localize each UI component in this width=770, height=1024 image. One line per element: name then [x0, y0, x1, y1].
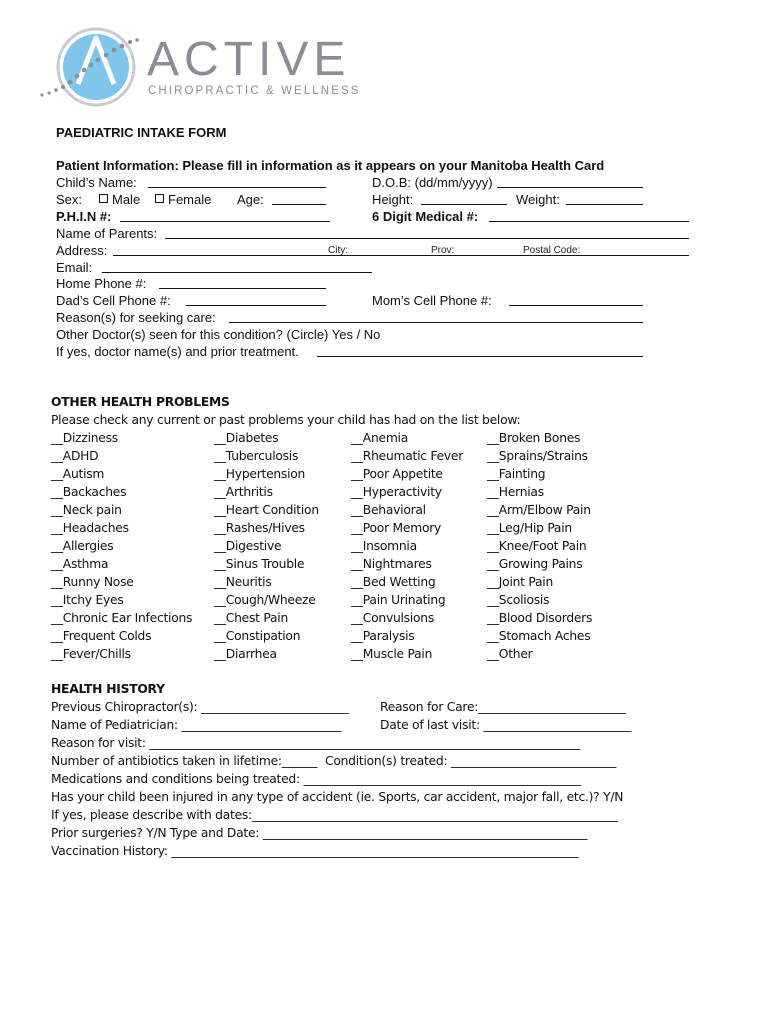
health-problem-item[interactable]: __Anemia: [351, 431, 408, 445]
health-problem-item[interactable]: __Digestive: [214, 539, 282, 553]
age-field[interactable]: [272, 204, 326, 205]
date-of-last-visit-field[interactable]: Date of last visit: _________________________: [380, 718, 632, 732]
health-problem-item[interactable]: __ADHD: [51, 449, 99, 463]
health-problem-item[interactable]: __Chest Pain: [214, 611, 288, 625]
health-problem-item[interactable]: __Bed Wetting: [351, 575, 436, 589]
health-problem-item[interactable]: __Hyperactivity: [351, 485, 442, 499]
health-problem-item[interactable]: __Tuberculosis: [214, 449, 299, 463]
health-problem-item[interactable]: __Poor Appetite: [351, 467, 443, 481]
health-problem-item[interactable]: __Diabetes: [214, 431, 279, 445]
health-problem-item[interactable]: __Autism: [51, 467, 105, 481]
health-problem-item[interactable]: __Nightmares: [351, 557, 432, 571]
previous-chiropractor-field[interactable]: Previous Chiropractor(s): _________________________: [51, 700, 349, 714]
health-problem-item[interactable]: __Rheumatic Fever: [351, 449, 464, 463]
email-label: Email:: [56, 260, 93, 275]
city-label: City:: [328, 245, 348, 256]
health-problem-item[interactable]: __Headaches: [51, 521, 129, 535]
health-problem-item[interactable]: __Rashes/Hives: [214, 521, 305, 535]
health-problem-item[interactable]: __Other: [487, 647, 533, 661]
health-problems-heading: OTHER HEALTH PROBLEMS: [51, 395, 230, 409]
logo-subtitle: CHIROPRACTIC & WELLNESS: [148, 85, 361, 97]
health-problem-item[interactable]: __Arthritis: [214, 485, 273, 499]
health-problem-item[interactable]: __Blood Disorders: [487, 611, 593, 625]
health-problem-item[interactable]: __Allergies: [51, 539, 114, 553]
medical-field[interactable]: [489, 221, 689, 222]
female-option[interactable]: [152, 192, 211, 207]
health-problem-item[interactable]: __Convulsions: [351, 611, 434, 625]
health-history-heading: HEALTH HISTORY: [51, 682, 165, 696]
conditions-treated-field[interactable]: Condition(s) treated: ____________________________: [325, 754, 617, 768]
parents-field[interactable]: [165, 238, 689, 239]
height-label: Height:: [372, 192, 414, 207]
health-problem-item[interactable]: __Growing Pains: [487, 557, 583, 571]
mom-phone-label: Mom’s Cell Phone #:: [372, 293, 492, 308]
dob-label: D.O.B: (dd/mm/yyyy): [372, 175, 493, 190]
reason-for-care-field[interactable]: Reason for Care:_________________________: [380, 700, 626, 714]
vaccination-history-field[interactable]: Vaccination History: _____________________________________________________________________: [51, 844, 579, 858]
health-problems-instruction: Please check any current or past problems your child has had on the list below:: [51, 413, 521, 427]
childs-name-label: Child’s Name:: [56, 175, 137, 190]
health-problem-item[interactable]: __Insomnia: [351, 539, 417, 553]
male-label: Male: [112, 192, 141, 207]
female-label: Female: [168, 192, 212, 207]
logo-title: ACTIVE: [147, 33, 351, 86]
address-field[interactable]: [113, 255, 689, 256]
accident-question: Has your child been injured in any type of accident (ie. Sports, car accident, major fall, etc.)? Y/N: [51, 790, 624, 804]
phin-label: P.H.I.N #:: [56, 209, 112, 224]
health-problem-item[interactable]: __Hypertension: [214, 467, 306, 481]
health-problem-item[interactable]: __Muscle Pain: [351, 647, 433, 661]
medical-label: 6 Digit Medical #:: [372, 209, 479, 224]
height-field[interactable]: [421, 204, 507, 205]
phin-field[interactable]: [120, 221, 330, 222]
health-problem-item[interactable]: __Itchy Eyes: [51, 593, 124, 607]
dob-field[interactable]: [497, 187, 643, 188]
health-problems-column-3: [351, 431, 463, 665]
health-problem-item[interactable]: __Dizziness: [51, 431, 118, 445]
patient-info-instruction: Patient Information: Please fill in information as it appears on your Manitoba Health Card: [56, 158, 605, 173]
female-checkbox[interactable]: [155, 194, 164, 203]
sex-label: Sex:: [56, 192, 83, 207]
health-problem-item[interactable]: __Backaches: [51, 485, 127, 499]
health-problem-item[interactable]: __Asthma: [51, 557, 109, 571]
health-problem-item[interactable]: __Leg/Hip Pain: [487, 521, 572, 535]
health-problems-column-2: [214, 431, 319, 665]
health-problems-column-1: [51, 431, 192, 665]
prior-treatment-label: If yes, doctor name(s) and prior treatment.: [56, 344, 299, 359]
health-problem-item[interactable]: __Joint Pain: [487, 575, 553, 589]
health-problem-item[interactable]: __Chronic Ear Infections: [51, 611, 193, 625]
male-option[interactable]: [96, 192, 140, 207]
mom-phone-field[interactable]: [509, 305, 643, 306]
health-problem-item[interactable]: __Runny Nose: [51, 575, 134, 589]
health-problem-item[interactable]: __Cough/Wheeze: [214, 593, 316, 607]
logo: [30, 22, 360, 108]
email-field[interactable]: [102, 272, 372, 273]
reason-for-visit-field[interactable]: Reason for visit: _________________________________________________________________________: [51, 736, 581, 750]
logo-mark-icon: [30, 22, 150, 108]
form-title: PAEDIATRIC INTAKE FORM: [56, 125, 227, 140]
dad-phone-label: Dad’s Cell Phone #:: [56, 293, 171, 308]
health-problems-column-4: [487, 431, 592, 665]
reasons-field[interactable]: [229, 322, 643, 323]
health-problem-item[interactable]: __Diarrhea: [214, 647, 277, 661]
health-problem-item[interactable]: __Arm/Elbow Pain: [487, 503, 591, 517]
weight-field[interactable]: [566, 204, 643, 205]
pediatrician-field[interactable]: Name of Pediatrician: ___________________________: [51, 718, 341, 732]
health-problem-item[interactable]: __Broken Bones: [487, 431, 581, 445]
health-problem-item[interactable]: __Neuritis: [214, 575, 272, 589]
parents-label: Name of Parents:: [56, 226, 158, 241]
weight-label: Weight:: [516, 192, 560, 207]
medications-field[interactable]: Medications and conditions being treated: _______________________________________________: [51, 772, 581, 786]
health-problem-item[interactable]: __Neck pain: [51, 503, 122, 517]
prior-surgeries-field[interactable]: Prior surgeries? Y/N Type and Date: _______________________________________________________: [51, 826, 588, 840]
dad-phone-field[interactable]: [186, 305, 326, 306]
health-problem-item[interactable]: __Sprains/Strains: [487, 449, 588, 463]
health-problem-item[interactable]: __Sinus Trouble: [214, 557, 305, 571]
other-doctors-question: Other Doctor(s) seen for this condition? (Circle) Yes / No: [56, 327, 381, 342]
health-problem-item[interactable]: __Behavioral: [351, 503, 426, 517]
address-label: Address:: [56, 243, 108, 258]
health-problem-item[interactable]: __Fever/Chills: [51, 647, 131, 661]
home-phone-field[interactable]: [159, 288, 326, 289]
health-problem-item[interactable]: __Poor Memory: [351, 521, 442, 535]
health-problem-item[interactable]: __Scoliosis: [487, 593, 550, 607]
health-problem-item[interactable]: __Heart Condition: [214, 503, 319, 517]
health-problem-item[interactable]: __Paralysis: [351, 629, 415, 643]
male-checkbox[interactable]: [99, 194, 108, 203]
prior-treatment-field[interactable]: [317, 356, 643, 357]
prov-label: Prov:: [431, 245, 455, 256]
reasons-label: Reason(s) for seeking care:: [56, 310, 216, 325]
health-problem-item[interactable]: __Knee/Foot Pain: [487, 539, 587, 553]
health-problem-item[interactable]: __Fainting: [487, 467, 546, 481]
health-problem-item[interactable]: __Pain Urinating: [351, 593, 446, 607]
health-problem-item[interactable]: __Constipation: [214, 629, 301, 643]
health-problem-item[interactable]: __Frequent Colds: [51, 629, 152, 643]
age-label: Age:: [237, 192, 264, 207]
health-problem-item[interactable]: __Stomach Aches: [487, 629, 591, 643]
home-phone-label: Home Phone #:: [56, 276, 147, 291]
antibiotics-field[interactable]: Number of antibiotics taken in lifetime:______: [51, 754, 318, 768]
accident-description-field[interactable]: If yes, please describe with dates:______________________________________________________________: [51, 808, 618, 822]
childs-name-field[interactable]: [148, 187, 326, 188]
health-problem-item[interactable]: __Hernias: [487, 485, 544, 499]
postal-code-label: Postal Code:: [523, 245, 581, 256]
